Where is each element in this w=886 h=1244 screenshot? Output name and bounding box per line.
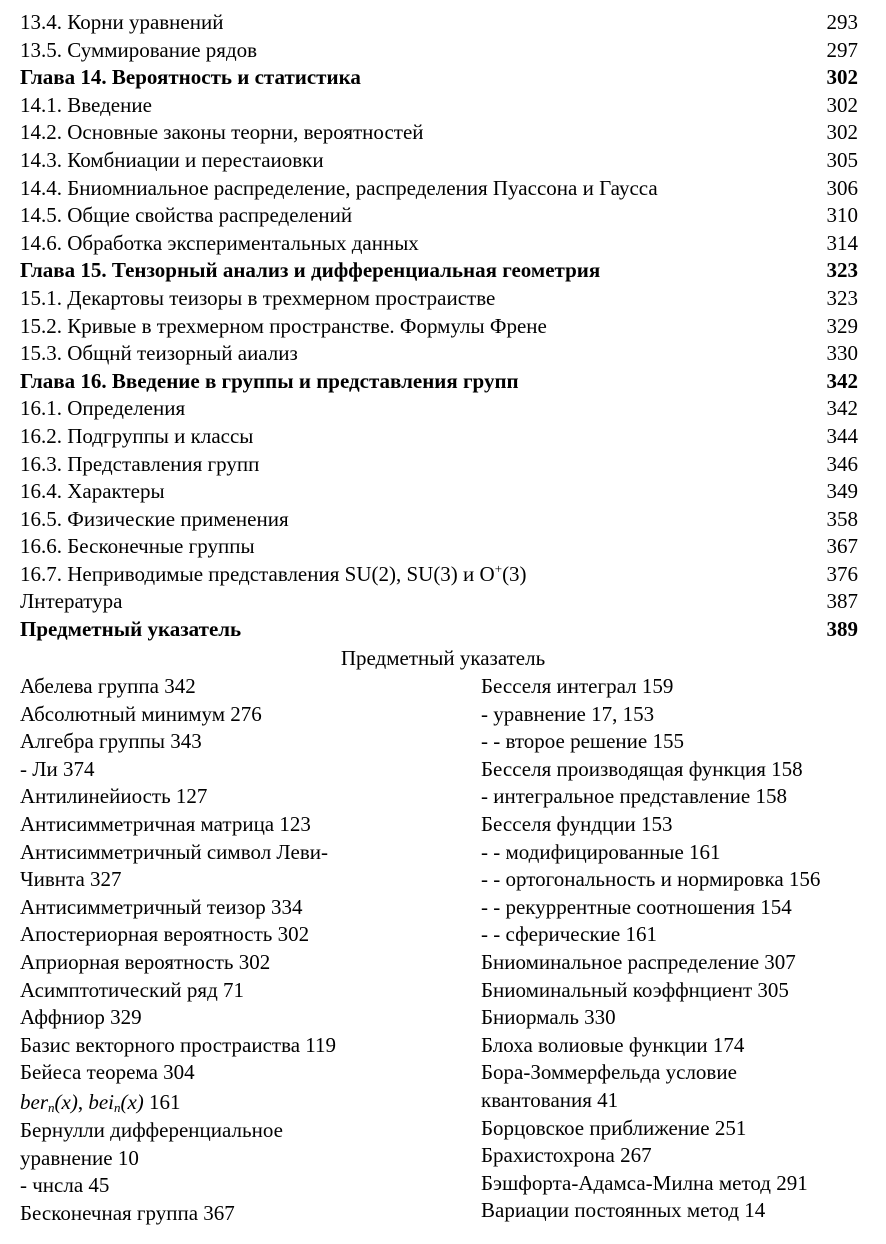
index-entry: Бейеса теорема 304: [20, 1060, 195, 1085]
formula-bei: bei: [88, 1089, 114, 1114]
index-entry: Абелева группа 342: [20, 674, 196, 698]
toc-page: 376: [826, 561, 858, 586]
index-entry: Бесселя производящая функция 158: [481, 756, 803, 781]
toc-page: 358: [826, 506, 858, 531]
toc-page: 342: [826, 368, 858, 393]
formula-subscript: n: [113, 1099, 121, 1115]
toc-page: 346: [826, 451, 858, 476]
toc-page: 323: [826, 285, 858, 310]
toc-page: 323: [826, 258, 858, 283]
index-entry: Бора-Зоммерфельда условие: [481, 1060, 737, 1085]
index-entry: Бниормаль 330: [481, 1005, 616, 1030]
toc-chapter-row: [20, 368, 858, 396]
toc-title-tail: (3): [502, 561, 527, 586]
index-entry: - интегральное представление 158: [481, 784, 787, 809]
toc-row: [20, 313, 858, 341]
index-entry: - Ли 374: [20, 756, 95, 781]
index-entry: Апостериорная вероятность 302: [20, 922, 310, 947]
index-entry: Бниоминальное распределение 307: [481, 949, 796, 974]
toc-title-superscript: +: [494, 560, 503, 576]
toc-title: Глава 14. Вероятность и статистика: [20, 65, 361, 90]
index-entry: Антисимметричный символ Леви-: [20, 839, 328, 864]
toc-title: Глава 15. Тензорный анализ и дифференциальная геометрия: [20, 258, 601, 283]
toc-title: 15.1. Декартовы теизоры в трехмерном простраистве: [20, 285, 496, 310]
toc-row: [20, 285, 858, 313]
toc-title: 13.5. Суммирование рядов: [20, 37, 258, 62]
formula-separator: ,: [77, 1089, 89, 1114]
toc-row: [20, 423, 858, 451]
index-entry: Антилинейиость 127: [20, 784, 208, 809]
toc-title: 16.3. Представления групп: [20, 451, 260, 476]
toc-row: [20, 588, 858, 616]
toc-row: [20, 533, 858, 561]
index-entry: - - рекуррентные соотношения 154: [481, 894, 792, 919]
index-entry: Бесселя фундции 153: [481, 811, 673, 836]
toc-page: 302: [826, 65, 858, 90]
toc-row: [20, 451, 858, 479]
index-entry: Антисимметричный теизор 334: [20, 894, 303, 919]
toc-page: 367: [826, 534, 858, 559]
toc-row: [20, 119, 858, 147]
toc-row: [20, 92, 858, 120]
toc-title: 14.4. Бниомниальное распределение, распределения Пуассона и Гаусса: [20, 175, 658, 200]
toc-title: Лнтература: [20, 589, 123, 614]
toc-title: 16.1. Определения: [20, 396, 186, 421]
toc-row: [20, 202, 858, 230]
toc-row: [20, 506, 858, 534]
toc-row: [20, 175, 858, 203]
toc-page: 297: [826, 37, 858, 62]
toc-row: [20, 147, 858, 175]
toc-page: 302: [826, 120, 858, 145]
toc-title: 14.3. Комбниации и перестаиовки: [20, 147, 324, 172]
index-column-left: [20, 673, 470, 1227]
toc-title: 14.6. Обработка экспериментальных данных: [20, 230, 419, 255]
toc-page: 344: [826, 423, 858, 448]
index-entry: Блоха волиовые функции 174: [481, 1032, 745, 1057]
toc-title: Глава 16. Введение в группы и представления групп: [20, 368, 519, 393]
toc-page: 302: [826, 92, 858, 117]
toc-row: [20, 230, 858, 258]
table-of-contents: [20, 9, 858, 644]
index-entry: Бесселя интеграл 159: [481, 674, 674, 698]
index-entry: - - ортогональность и нормировка 156: [481, 867, 821, 892]
toc-page: 342: [826, 396, 858, 421]
index-entry-formula: [20, 1087, 470, 1117]
toc-page: 330: [826, 341, 858, 366]
toc-page: 389: [826, 617, 858, 642]
toc-page: 349: [826, 479, 858, 504]
index-entry: Алгебра группы 343: [20, 729, 202, 754]
toc-page: 293: [826, 10, 858, 34]
index-entry: Асимптотический ряд 71: [20, 977, 245, 1002]
toc-chapter-row: [20, 257, 858, 285]
toc-page: 314: [826, 230, 858, 255]
toc-title: 16.4. Характеры: [20, 479, 165, 504]
toc-row: [20, 395, 858, 423]
toc-page: 310: [826, 203, 858, 228]
toc-row: [20, 561, 858, 589]
toc-title: 14.1. Введение: [20, 92, 152, 117]
index-entry: - уравнение 17, 153: [481, 701, 655, 726]
toc-title: Предметный указатель: [20, 617, 242, 642]
index-entry: Вариации постоянных метод 14: [481, 1198, 766, 1223]
index-entry: квантования 41: [481, 1087, 619, 1112]
toc-title: 16.5. Физические применения: [20, 506, 289, 531]
index-entry: - чнсла 45: [20, 1173, 110, 1198]
toc-row: [20, 37, 858, 65]
index-entry: Чивнта 327: [20, 867, 122, 892]
index-entry: Антисимметричная матрица 123: [20, 811, 311, 836]
index-entry: Бернулли дифференциальное: [20, 1117, 283, 1142]
toc-title: 16.2. Подгруппы и классы: [20, 423, 254, 448]
index-entry: уравнение 10: [20, 1145, 139, 1170]
formula-ber: ber: [20, 1089, 48, 1114]
toc-page: 387: [826, 589, 858, 614]
formula-page: 161: [143, 1089, 181, 1114]
index-entry: Априорная вероятность 302: [20, 949, 271, 974]
index-entry: - - второе решение 155: [481, 729, 684, 754]
toc-title: 13.4. Корни уравнений: [20, 10, 224, 34]
index-entry: Борцовское приближение 251: [481, 1115, 747, 1140]
toc-chapter-row: [20, 64, 858, 92]
formula-arg: (x): [54, 1089, 78, 1114]
toc-title-composite: [20, 561, 527, 589]
toc-page: 306: [826, 175, 858, 200]
index-entry: Бэшфорта-Адамса-Милна метод 291: [481, 1170, 808, 1195]
toc-chapter-row: [20, 616, 858, 644]
index-entry: - - сферические 161: [481, 922, 657, 947]
formula-arg: (x): [120, 1089, 144, 1114]
toc-title: 14.2. Основные законы теорни, вероятностей: [20, 120, 424, 145]
toc-title: 14.5. Общие свойства распределений: [20, 203, 353, 228]
toc-page: 305: [826, 147, 858, 172]
index-entry: Бниоминальный коэффнциент 305: [481, 977, 789, 1002]
index-column-right: [481, 673, 881, 1225]
toc-row: [20, 9, 858, 37]
index-entry: Брахистохрона 267: [481, 1143, 652, 1168]
index-entry: Абсолютный минимум 276: [20, 701, 262, 726]
index-heading: Предметный указатель: [340, 646, 546, 670]
toc-title: 16.7. Неприводимые представления SU(2), SU(3) и O: [20, 561, 495, 586]
index-entry: Аффниор 329: [20, 1005, 142, 1030]
formula-subscript: n: [48, 1099, 55, 1115]
toc-title: 16.6. Бесконечные группы: [20, 534, 255, 559]
toc-row: [20, 340, 858, 368]
toc-title: 15.3. Общнй теизорный аиализ: [20, 341, 298, 366]
toc-row: [20, 478, 858, 506]
index-entry: Базис векторного простраиства 119: [20, 1032, 337, 1057]
toc-page: 329: [826, 313, 858, 338]
toc-title: 15.2. Кривые в трехмерном пространстве. Формулы Френе: [20, 313, 547, 338]
index-entry: - - модифицированные 161: [481, 839, 721, 864]
index-entry: Бесконечная группа 367: [20, 1200, 235, 1225]
